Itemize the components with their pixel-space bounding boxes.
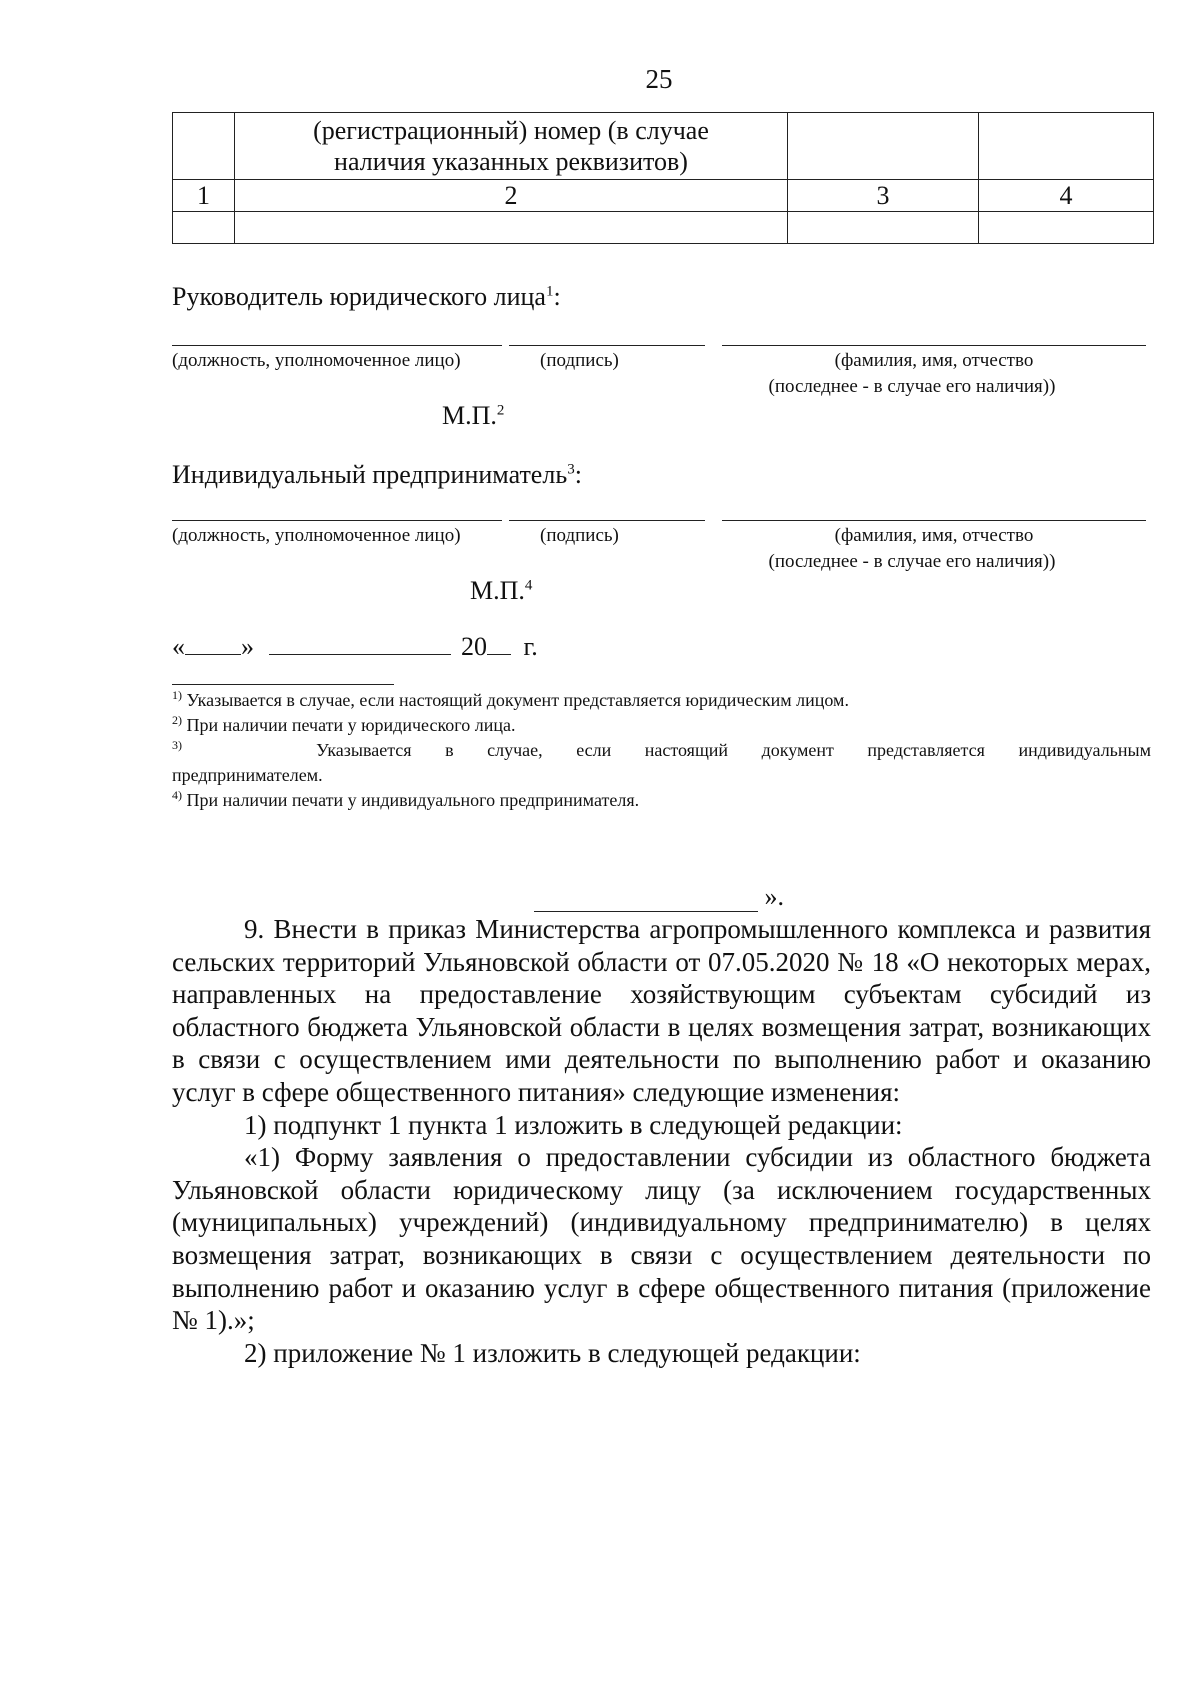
- paragraph: 2) приложение № 1 изложить в следующей редакции:: [244, 1337, 861, 1368]
- table-row: [173, 212, 1154, 244]
- position-caption: (должность, уполномоченное лицо): [172, 525, 461, 546]
- ip-signature-title: Индивидуальный предприниматель$^3$:: [172, 460, 582, 489]
- stamp-place: М.П.$^2$: [442, 401, 505, 430]
- signature-line: [509, 520, 705, 521]
- name-line: [722, 520, 1146, 521]
- day-blank: [185, 654, 241, 655]
- signature-line: [509, 345, 705, 346]
- head-signature-title: Руководитель юридического лица$^1$:: [172, 282, 561, 311]
- signature-caption: (подпись): [540, 350, 619, 371]
- footnote-item: $^{2)}$ При наличии печати у юридического лица.: [172, 713, 516, 735]
- year-blank: [487, 654, 511, 655]
- paragraph: 1) подпункт 1 пункта 1 изложить в следующей редакции:: [244, 1109, 903, 1140]
- column-number: 3: [788, 180, 979, 212]
- footnote-item: $^{1)}$ Указывается в случае, если настоящий документ представляется юридическим лицом.: [172, 688, 849, 710]
- main-text: [172, 913, 1151, 1369]
- table-cell: [173, 113, 235, 180]
- column-number: 4: [979, 180, 1154, 212]
- signature-caption: (подпись): [540, 525, 619, 546]
- paragraph: «1) Форму заявления о предоставлении субсидии из областного бюджета Ульяновской области юридическому лицу (за исключением государственных (муниципальных) учреждений) (индивидуальному предпринимателю) в целях возмещения затрат, возникающих в связи с осуществлением деятельности по выполнению работ и оказанию услуг в сфере общественного питания (приложение № 1).»;: [172, 1142, 1151, 1336]
- table-cell: [788, 212, 979, 244]
- closing-line: ».: [534, 882, 784, 912]
- position-line: [172, 345, 502, 346]
- position-caption: (должность, уполномоченное лицо): [172, 350, 461, 371]
- position-line: [172, 520, 502, 521]
- footnote-item: $^{3)}$ Указывается в случае, если настоящий документ представляется индивидуальным предпринимателем.: [172, 738, 1152, 785]
- name-caption-line1: (фамилия, имя, отчество: [834, 350, 1034, 371]
- footnote-separator: [172, 684, 394, 685]
- table-cell: [235, 212, 788, 244]
- table-cell: [979, 212, 1154, 244]
- table-row: [173, 180, 1154, 212]
- footnote-item: $^{4)}$ При наличии печати у индивидуального предпринимателя.: [172, 788, 640, 810]
- footnotes: [172, 688, 1151, 813]
- paragraph: 9. Внести в приказ Министерства агропромышленного комплекса и развития сельских территорий Ульяновской области от 07.05.2020 № 18 «О некоторых мерах, направленных на предоставление хозяйствующим субъектам субсидий из областного бюджета Ульяновской области в целях возмещения затрат, возникающих в связи с осуществлением ими деятельности по выполнению работ и оказанию услуг в сфере общественного питания» следующие изменения:: [172, 914, 1151, 1107]
- name-caption-line2: (последнее - в случае его наличия)): [768, 551, 1056, 572]
- month-blank: [269, 654, 451, 655]
- name-caption-line2: (последнее - в случае его наличия)): [768, 376, 1056, 397]
- table-cell: [788, 113, 979, 180]
- page-number: 25: [645, 64, 673, 94]
- table-cell: [979, 113, 1154, 180]
- column-number: 1: [173, 180, 235, 212]
- column-number: 2: [235, 180, 788, 212]
- table-cell: [173, 212, 235, 244]
- date-line: « » 20 г.: [172, 632, 538, 661]
- requisites-table: [172, 112, 1154, 244]
- name-caption-line1: (фамилия, имя, отчество: [834, 525, 1034, 546]
- closing-blank: [534, 887, 758, 912]
- table-header-cell: (регистрационный) номер (в случае наличия указанных реквизитов): [235, 113, 788, 180]
- name-line: [722, 345, 1146, 346]
- stamp-place: М.П.$^4$: [470, 576, 533, 605]
- table-row: [173, 113, 1154, 180]
